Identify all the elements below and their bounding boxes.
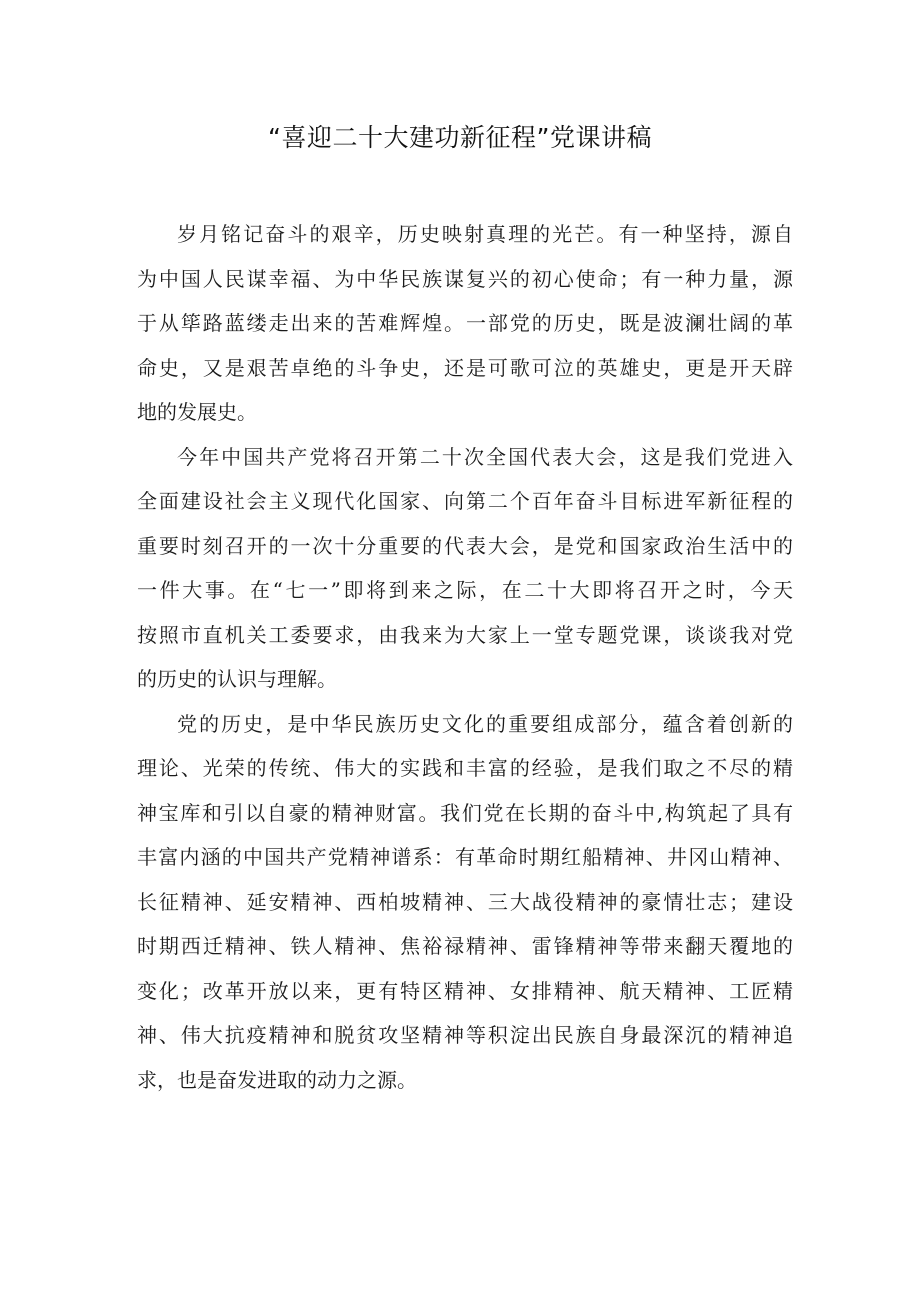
text-line: 理论、光荣的传统、伟大的实践和丰富的经验，是我们取之不尽的精	[137, 756, 793, 780]
text-line: 党的历史，是中华民族历史文化的重要组成部分，蕴含着创新的	[177, 711, 793, 736]
text-line: 一件大事。在“七一”即将到来之际，在二十大即将召开之时，今天	[137, 578, 793, 602]
document-title: “喜迎二十大建功新征程”党课讲稿	[268, 123, 652, 152]
text-line: 丰富内涵的中国共产党精神谱系：有革命时期红船精神、井冈山精神、	[137, 845, 793, 869]
text-line: 按照市直机关工委要求，由我来为大家上一堂专题党课，谈谈我对党	[137, 622, 793, 647]
text-line: 重要时刻召开的一次十分重要的代表大会，是党和国家政治生活中的	[137, 533, 793, 558]
text-line: 岁月铭记奋斗的艰辛，历史映射真理的光芒。有一种坚持，源自	[177, 222, 793, 246]
text-line: 于从筚路蓝缕走出来的苦难辉煌。一部党的历史，既是波澜壮阔的革	[137, 311, 793, 335]
text-line: 变化；改革开放以来，更有特区精神、女排精神、航天精神、工匠精	[137, 978, 793, 1003]
text-line: 神宝库和引以自豪的精神财富。我们党在长期的奋斗中,构筑起了具有	[137, 800, 793, 825]
text-line: 全面建设社会主义现代化国家、向第二个百年奋斗目标进军新征程的	[137, 489, 793, 513]
text-line: 长征精神、延安精神、西柏坡精神、三大战役精神的豪情壮志；建设	[137, 889, 793, 914]
paragraph	[137, 435, 793, 702]
text-line: 的历史的认识与理解。	[137, 667, 337, 691]
paragraph	[137, 702, 793, 1103]
text-line: 今年中国共产党将召开第二十次全国代表大会，这是我们党进入	[177, 444, 793, 469]
paragraph	[137, 212, 793, 435]
text-line: 命史，又是艰苦卓绝的斗争史，还是可歌可泣的英雄史，更是开天辟	[137, 355, 793, 380]
text-line: 神、伟大抗疫精神和脱贫攻坚精神等积淀出民族自身最深沉的精神追	[137, 1023, 793, 1047]
text-line: 求，也是奋发进取的动力之源。	[137, 1067, 417, 1092]
text-line: 为中国人民谋幸福、为中华民族谋复兴的初心使命；有一种力量，源	[137, 266, 793, 291]
document-body	[137, 212, 793, 1102]
text-line: 时期西迁精神、铁人精神、焦裕禄精神、雷锋精神等带来翻天覆地的	[137, 934, 793, 958]
text-line: 地的发展史。	[137, 400, 257, 424]
